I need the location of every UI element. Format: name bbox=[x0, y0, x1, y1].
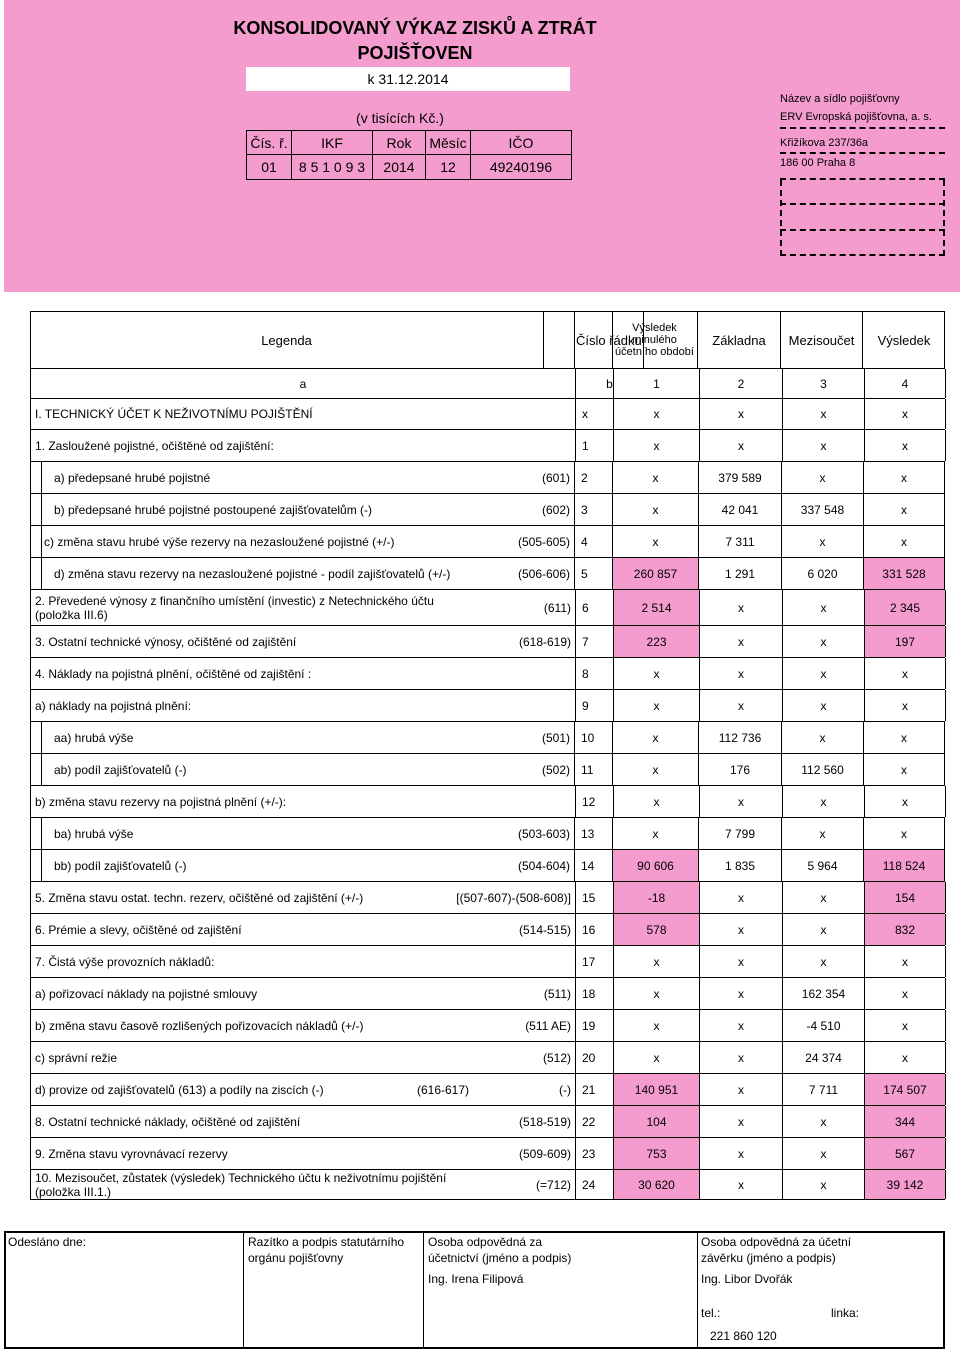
table-row bbox=[30, 590, 945, 626]
accountant-label: Osoba odpovědná za bbox=[428, 1235, 543, 1249]
cell-no: 10 bbox=[574, 722, 612, 753]
cell-res: x bbox=[863, 462, 945, 493]
cell-prev: x bbox=[613, 399, 699, 429]
cell-base: x bbox=[699, 1042, 782, 1073]
cell-no: 2 bbox=[574, 462, 612, 493]
table-row bbox=[30, 978, 945, 1010]
cell-base: x bbox=[699, 626, 782, 657]
phone-number: 221 860 120 bbox=[710, 1329, 777, 1343]
cell-res: x bbox=[864, 978, 946, 1009]
row-label: c) správní režie bbox=[35, 1050, 118, 1065]
indent-marker bbox=[30, 526, 42, 557]
report-date: k 31.12.2014 bbox=[246, 67, 570, 91]
cell-res: 118 524 bbox=[863, 850, 945, 881]
cell-no: 20 bbox=[575, 1042, 613, 1073]
row-code: (=712) bbox=[535, 1177, 571, 1192]
id-label: Čís. ř. bbox=[247, 131, 292, 155]
cell-base: x bbox=[699, 1170, 782, 1199]
cell-no: 6 bbox=[575, 590, 613, 625]
address-divider bbox=[780, 180, 782, 256]
cell-sub: 112 560 bbox=[781, 754, 863, 785]
table-row bbox=[30, 558, 945, 590]
row-label: b) změna stavu rezervy na pojistná plnění (+/-): bbox=[35, 794, 287, 809]
cell-base: x bbox=[699, 978, 782, 1009]
cell-sub: 7 711 bbox=[782, 1074, 864, 1105]
table-row bbox=[30, 850, 945, 882]
cell-sub: 337 548 bbox=[781, 494, 863, 525]
cell-base: x bbox=[699, 946, 782, 977]
header-row-no: Číslo řádku bbox=[544, 311, 644, 369]
table-row bbox=[30, 818, 945, 850]
id-value: 8 5 1 0 9 3 bbox=[292, 155, 373, 180]
row-code: (509-609) bbox=[518, 1146, 571, 1161]
table-row bbox=[30, 1010, 945, 1042]
row-code: (506-606) bbox=[517, 566, 570, 581]
row-label: 6. Prémie a slevy, očištěné od zajištění bbox=[35, 922, 242, 937]
row-code: (602) bbox=[541, 502, 570, 517]
cell-sub: -4 510 bbox=[782, 1010, 864, 1041]
cell-base: 1 835 bbox=[698, 850, 781, 881]
row-label: 4. Náklady na pojistná plnění, očištěné od zajištění : bbox=[35, 666, 312, 681]
report-title-line1: KONSOLIDOVANÝ VÝKAZ ZISKŮ A ZTRÁT bbox=[233, 18, 597, 38]
cell-res: 832 bbox=[864, 914, 946, 945]
cell-res: x bbox=[864, 946, 946, 977]
table-row bbox=[30, 1106, 945, 1138]
cell-prev: 578 bbox=[613, 914, 699, 945]
id-label: Měsíc bbox=[426, 131, 471, 155]
id-value: 01 bbox=[247, 155, 292, 180]
cell-base: 112 736 bbox=[698, 722, 781, 753]
cell-res: x bbox=[864, 1010, 946, 1041]
cell-sub: 6 020 bbox=[781, 558, 863, 589]
row-label: a) pořizovací náklady na pojistné smlouvy bbox=[35, 986, 258, 1001]
cell-base: x bbox=[699, 786, 782, 817]
tel-label: tel.: bbox=[701, 1306, 721, 1320]
footer-divider bbox=[697, 1231, 698, 1349]
id-label: Rok bbox=[373, 131, 426, 155]
cell-prev: 90 606 bbox=[612, 850, 698, 881]
cell-res: 39 142 bbox=[864, 1170, 946, 1199]
cell-res: x bbox=[863, 494, 945, 525]
cell-sub: x bbox=[781, 462, 863, 493]
indent-marker bbox=[30, 558, 42, 589]
cell-sub: x bbox=[781, 526, 863, 557]
cell-no: 7 bbox=[575, 626, 613, 657]
cell-base: x bbox=[699, 399, 782, 429]
cell-sub: 162 354 bbox=[782, 978, 864, 1009]
cell-no: 13 bbox=[574, 818, 612, 849]
row-code: (504-604) bbox=[517, 858, 570, 873]
row-label: c) změna stavu hrubé výše rezervy na nezasloužené pojistné (+/-) bbox=[44, 534, 395, 549]
cell-no: 8 bbox=[575, 658, 613, 689]
address-divider bbox=[780, 229, 945, 231]
table-row bbox=[30, 494, 945, 526]
row-code: (502) bbox=[541, 762, 570, 777]
cell-no: x bbox=[575, 399, 613, 429]
cell-prev: x bbox=[613, 690, 699, 721]
cell-sub: x bbox=[781, 722, 863, 753]
cell-prev: 223 bbox=[613, 626, 699, 657]
stamp-label: Razítko a podpis statutárního bbox=[248, 1235, 405, 1249]
cell-sub: x bbox=[782, 946, 864, 977]
row-label: 8. Ostatní technické náklady, očištěné od zajištění bbox=[35, 1114, 301, 1129]
row-code: (518-519) bbox=[518, 1114, 571, 1129]
indent-marker bbox=[30, 754, 42, 785]
row-label: d) změna stavu rezervy na nezasloužené pojistné - podíl zajišťovatelů (+/-) bbox=[54, 566, 451, 581]
cell-base: x bbox=[699, 882, 782, 913]
address-line: ERV Evropská pojišťovna, a. s. bbox=[780, 111, 932, 123]
cell-base: x bbox=[699, 658, 782, 689]
address-divider bbox=[780, 127, 945, 129]
table-row bbox=[30, 399, 945, 430]
row-code: [(507-607)-(508-608)] bbox=[456, 890, 571, 905]
closing-name: Ing. Libor Dvořák bbox=[701, 1272, 793, 1286]
cell-sub: x bbox=[782, 430, 864, 461]
row-label: ab) podíl zajišťovatelů (-) bbox=[54, 762, 187, 777]
id-value: 2014 bbox=[373, 155, 426, 180]
table-row bbox=[30, 786, 945, 818]
row-code: (611) bbox=[543, 600, 571, 615]
cell-sub: 24 374 bbox=[782, 1042, 864, 1073]
row-code: (503-603) bbox=[517, 826, 570, 841]
cell-res: x bbox=[863, 526, 945, 557]
row-code: (505-605) bbox=[517, 534, 570, 549]
table-row bbox=[30, 1138, 945, 1170]
cell-prev: x bbox=[612, 722, 698, 753]
letter-cell: 2 bbox=[699, 369, 782, 398]
cell-res: 174 507 bbox=[864, 1074, 946, 1105]
cell-sub: x bbox=[782, 786, 864, 817]
cell-base: x bbox=[699, 1074, 782, 1105]
letter-cell: 4 bbox=[864, 369, 946, 398]
cell-no: 18 bbox=[575, 978, 613, 1009]
cell-prev: x bbox=[613, 430, 699, 461]
row-label: 9. Změna stavu vyrovnávací rezervy bbox=[35, 1146, 228, 1161]
cell-sub: x bbox=[782, 1138, 864, 1169]
cell-base: 379 589 bbox=[698, 462, 781, 493]
row-code: (618-619) bbox=[518, 634, 571, 649]
id-label: IKF bbox=[292, 131, 373, 155]
letter-cell: a bbox=[299, 376, 307, 391]
row-label: b) předepsané hrubé pojistné postoupené zajišťovatelům (-) bbox=[54, 502, 373, 517]
report-title-line2: POJIŠŤOVEN bbox=[357, 43, 473, 63]
header-base: Základna bbox=[698, 311, 781, 369]
cell-no: 5 bbox=[574, 558, 612, 589]
letters-row bbox=[30, 369, 945, 399]
identification-table bbox=[246, 130, 572, 180]
id-label: IČO bbox=[471, 131, 572, 155]
indent-marker bbox=[30, 722, 42, 753]
cell-base: x bbox=[699, 1010, 782, 1041]
closing-label: Osoba odpovědná za účetní bbox=[701, 1235, 852, 1249]
cell-no: 24 bbox=[575, 1170, 613, 1199]
accountant-name: Ing. Irena Filipová bbox=[428, 1272, 524, 1286]
cell-res: x bbox=[863, 818, 945, 849]
letter-cell: 3 bbox=[782, 369, 864, 398]
address-label: Název a sídlo pojišťovny bbox=[780, 93, 900, 105]
row-label: 10. Mezisoučet, zůstatek (výsledek) Technického účtu k neživotnímu pojištění (položka III.1.) bbox=[35, 1170, 447, 1199]
cell-prev: x bbox=[613, 658, 699, 689]
row-label: bb) podíl zajišťovatelů (-) bbox=[54, 858, 187, 873]
row-code: (511 AE) bbox=[525, 1018, 571, 1033]
cell-res: 567 bbox=[864, 1138, 946, 1169]
row-code: (501) bbox=[541, 730, 570, 745]
row-label: ba) hrubá výše bbox=[54, 826, 134, 841]
cell-base: 7 799 bbox=[698, 818, 781, 849]
id-value: 12 bbox=[426, 155, 471, 180]
row-label: 7. Čistá výše provozních nákladů: bbox=[35, 954, 215, 969]
unit-label: (v tisících Kč.) bbox=[356, 110, 444, 126]
table-row bbox=[30, 626, 945, 658]
cell-base: x bbox=[699, 1138, 782, 1169]
table-row bbox=[30, 430, 945, 462]
indent-marker bbox=[30, 494, 42, 525]
cell-prev: 104 bbox=[613, 1106, 699, 1137]
header-legend: Legenda bbox=[30, 311, 544, 369]
address-divider bbox=[780, 203, 945, 205]
closing-label: závěrku (jméno a podpis) bbox=[701, 1251, 836, 1265]
cell-prev: x bbox=[613, 946, 699, 977]
address-divider bbox=[780, 178, 945, 180]
cell-sub: x bbox=[782, 399, 864, 429]
header-divider bbox=[574, 311, 575, 369]
cell-base: 42 041 bbox=[698, 494, 781, 525]
address-divider bbox=[780, 152, 945, 154]
cell-no: 3 bbox=[574, 494, 612, 525]
address-divider bbox=[780, 254, 945, 256]
cell-no: 9 bbox=[575, 690, 613, 721]
cell-prev: 2 514 bbox=[613, 590, 699, 625]
line-label: linka: bbox=[831, 1306, 860, 1320]
footer-divider bbox=[423, 1231, 424, 1349]
cell-prev: x bbox=[612, 754, 698, 785]
row-label: a) předepsané hrubé pojistné bbox=[54, 470, 211, 485]
row-code: (601) bbox=[541, 470, 570, 485]
cell-no: 12 bbox=[575, 786, 613, 817]
table-row bbox=[30, 722, 945, 754]
table-row bbox=[30, 690, 945, 722]
cell-base: x bbox=[699, 590, 782, 625]
cell-res: 2 345 bbox=[864, 590, 946, 625]
row-code: (-) bbox=[559, 1082, 571, 1097]
row-label: a) náklady na pojistná plnění: bbox=[35, 698, 192, 713]
cell-sub: x bbox=[782, 690, 864, 721]
cell-prev: x bbox=[612, 526, 698, 557]
sent-date-label: Odesláno dne: bbox=[8, 1235, 87, 1249]
cell-prev: x bbox=[613, 978, 699, 1009]
address-line: Křižíkova 237/36a bbox=[780, 137, 869, 149]
cell-no: 21 bbox=[575, 1074, 613, 1105]
cell-res: 197 bbox=[864, 626, 946, 657]
cell-no: 1 bbox=[575, 430, 613, 461]
cell-prev: 260 857 bbox=[612, 558, 698, 589]
cell-res: x bbox=[864, 430, 946, 461]
cell-no: 11 bbox=[574, 754, 612, 785]
cell-sub: x bbox=[782, 626, 864, 657]
cell-res: 154 bbox=[864, 882, 946, 913]
row-code: (512) bbox=[542, 1050, 571, 1065]
row-code: (511) bbox=[543, 986, 571, 1001]
cell-base: 7 311 bbox=[698, 526, 781, 557]
cell-res: x bbox=[863, 754, 945, 785]
cell-sub: x bbox=[782, 1170, 864, 1199]
cell-no: 19 bbox=[575, 1010, 613, 1041]
row-label: aa) hrubá výše bbox=[54, 730, 134, 745]
row-label: 1. Zasloužené pojistné, očištěné od zajištění: bbox=[35, 438, 274, 453]
id-value: 49240196 bbox=[471, 155, 572, 180]
cell-res: x bbox=[864, 1042, 946, 1073]
row-label: 5. Změna stavu ostat. techn. rezerv, očištěné od zajištění (+/-) bbox=[35, 890, 364, 905]
cell-sub: 5 964 bbox=[781, 850, 863, 881]
cell-res: x bbox=[864, 690, 946, 721]
cell-prev: x bbox=[612, 494, 698, 525]
cell-res: x bbox=[864, 658, 946, 689]
table-row bbox=[30, 882, 945, 914]
cell-res: 331 528 bbox=[863, 558, 945, 589]
table-row bbox=[30, 658, 945, 690]
cell-prev: x bbox=[613, 786, 699, 817]
table-row bbox=[30, 914, 945, 946]
address-line: 186 00 Praha 8 bbox=[780, 157, 856, 169]
cell-no: 14 bbox=[574, 850, 612, 881]
cell-base: x bbox=[699, 1106, 782, 1137]
cell-no: 22 bbox=[575, 1106, 613, 1137]
header-subtotal: Mezisoučet bbox=[781, 311, 863, 369]
table-row bbox=[30, 1074, 945, 1106]
cell-prev: x bbox=[613, 1010, 699, 1041]
address-divider bbox=[943, 180, 945, 256]
cell-no: 23 bbox=[575, 1138, 613, 1169]
table-row bbox=[30, 1042, 945, 1074]
cell-prev: 753 bbox=[613, 1138, 699, 1169]
table-row bbox=[30, 946, 945, 978]
stamp-label: orgánu pojišťovny bbox=[248, 1251, 344, 1265]
cell-no: 16 bbox=[575, 914, 613, 945]
table-row bbox=[30, 754, 945, 786]
cell-base: 176 bbox=[698, 754, 781, 785]
indent-marker bbox=[30, 818, 42, 849]
cell-prev: -18 bbox=[613, 882, 699, 913]
cell-sub: x bbox=[782, 882, 864, 913]
table-row bbox=[30, 526, 945, 558]
accountant-label: účetnictví (jméno a podpis) bbox=[428, 1251, 572, 1265]
footer-divider bbox=[243, 1231, 244, 1349]
cell-sub: x bbox=[782, 590, 864, 625]
cell-prev: x bbox=[613, 1042, 699, 1073]
letter-cell: 1 bbox=[613, 369, 699, 398]
cell-prev: 30 620 bbox=[613, 1170, 699, 1199]
cell-res: 344 bbox=[864, 1106, 946, 1137]
cell-prev: x bbox=[612, 462, 698, 493]
cell-base: 1 291 bbox=[698, 558, 781, 589]
cell-res: x bbox=[864, 399, 946, 429]
row-label: I. TECHNICKÝ ÚČET K NEŽIVOTNÍMU POJIŠTĚNÍ bbox=[35, 407, 313, 421]
cell-prev: x bbox=[612, 818, 698, 849]
row-label: 3. Ostatní technické výnosy, očištěné od zajištění bbox=[35, 634, 297, 649]
cell-sub: x bbox=[781, 818, 863, 849]
cell-base: x bbox=[699, 430, 782, 461]
cell-res: x bbox=[863, 722, 945, 753]
letter-cell: b bbox=[575, 369, 643, 398]
indent-marker bbox=[30, 462, 42, 493]
cell-prev: 140 951 bbox=[613, 1074, 699, 1105]
header-prev: Výsledek minulého účetního období bbox=[612, 311, 698, 369]
cell-no: 17 bbox=[575, 946, 613, 977]
row-label: b) změna stavu časově rozlišených pořizovacích nákladů (+/-) bbox=[35, 1018, 364, 1033]
header-result: Výsledek bbox=[877, 332, 931, 348]
cell-no: 15 bbox=[575, 882, 613, 913]
row-subcode: (616-617) bbox=[416, 1082, 469, 1097]
cell-base: x bbox=[699, 914, 782, 945]
cell-no: 4 bbox=[574, 526, 612, 557]
cell-sub: x bbox=[782, 1106, 864, 1137]
row-label: 2. Převedené výnosy z finančního umístění (investic) z Netechnického účtu (položka III.6) bbox=[35, 593, 434, 622]
cell-sub: x bbox=[782, 658, 864, 689]
cell-sub: x bbox=[782, 914, 864, 945]
cell-base: x bbox=[699, 690, 782, 721]
indent-marker bbox=[30, 850, 42, 881]
row-code: (514-515) bbox=[518, 922, 571, 937]
table-row bbox=[30, 1170, 945, 1200]
table-row bbox=[30, 462, 945, 494]
row-label: d) provize od zajišťovatelů (613) a podíly na ziscích (-) bbox=[35, 1082, 324, 1097]
cell-res: x bbox=[864, 786, 946, 817]
